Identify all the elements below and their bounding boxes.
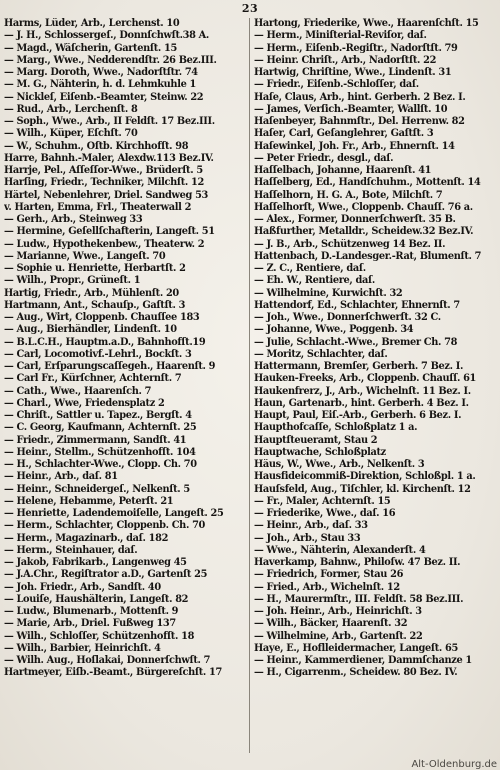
directory-entry: Haſſelbach, Johanne, Haarenſt. 41: [254, 165, 432, 176]
directory-entry: — Joh. Friedr., Arb., Sandſt. 40: [4, 581, 161, 593]
directory-entry: Haßfurther, Metalldr., Scheidew.32 Bez.IV.: [254, 226, 474, 238]
directory-entry: — Carl Fr., Kürſchner, Achternſt. 7: [4, 373, 182, 385]
directory-entry: — Wilhelmine, Kurwichſt. 32: [254, 287, 403, 299]
directory-entry: — Wilh., Schloſſer, Schützenhofſt. 18: [4, 630, 195, 642]
directory-entry: — Cath., Wwe., Haarenſch. 7: [4, 385, 152, 397]
directory-entry: — Hermine, Geſellſchafterin, Langeſt. 51: [4, 226, 215, 238]
directory-entry: Haſſelhorn, H. G. A., Bote, Milchſt. 7: [254, 189, 443, 201]
directory-entry: — Wilh., Barbier, Heinrichſt. 4: [4, 642, 161, 654]
directory-entry: — Joh. Heinr., Arb., Heinrichſt. 3: [254, 606, 422, 617]
directory-entry: Haſenbeyer, Bahnmſtr., Del. Herrenw. 82: [254, 116, 465, 127]
directory-entry: — J. H., Schlossergeſ., Donnſchwſt.38 A.: [4, 30, 209, 42]
directory-entry: — Herm., Eiſenb.-Regiſtr., Nadorſtſt. 79: [254, 42, 458, 54]
directory-entry: — C. Georg, Kaufmann, Achternſt. 25: [4, 422, 197, 434]
directory-entry: — Heinr. Chriſt., Arb., Nadorſtſt. 22: [254, 54, 437, 66]
directory-entry: — Wilh., Bäcker, Haarenſt. 32: [254, 618, 408, 630]
directory-entry: — Herm., Steinhauer, daſ.: [4, 544, 138, 556]
left-column: [4, 18, 247, 680]
directory-entry: — Alex., Former, Donnerſchwerſt. 35 B.: [254, 214, 456, 225]
directory-entry: Haſe, Claus, Arb., hint. Gerberh. 2 Bez. I.: [254, 91, 466, 103]
directory-entry: — Julie, Schlacht.-Wwe., Bremer Ch. 78: [254, 336, 458, 348]
directory-entry: — Heinr., Arb., daſ. 33: [254, 520, 368, 532]
directory-entry: Haſewinkel, Joh. Fr., Arb., Ehnernſt. 14: [254, 140, 455, 152]
directory-entry: Harrje, Pel., Aſſeſſor-Wwe., Brüderſt. 5: [4, 165, 203, 176]
directory-entry: Haupt, Paul, Eiſ.-Arb., Gerberh. 6 Bez. I.: [254, 410, 462, 421]
right-column: [254, 18, 497, 680]
directory-entry: — Friedr., Zimmermann, Sandſt. 41: [4, 434, 187, 446]
directory-entry: — Fr., Maler, Achternſt. 15: [254, 495, 391, 507]
directory-entry: — Joh., Wwe., Donnerſchwerſt. 32 C.: [254, 312, 441, 323]
directory-entry: — Heinr., Schneidergeſ., Nelkenſt. 5: [4, 483, 190, 495]
directory-entry: — Fried., Arb., Wichelnſt. 12: [254, 581, 400, 593]
directory-entry: — Friederike, Wwe., daſ. 16: [254, 508, 396, 519]
directory-entry: Harſing, Friedr., Techniker, Milchſt. 12: [4, 177, 204, 189]
directory-entry: — Gerh., Arb., Steinweg 33: [4, 214, 143, 225]
directory-entry: Haſſelhorſt, Wwe., Cloppenb. Chauſſ. 76 a.: [254, 201, 473, 213]
column-divider: [249, 18, 250, 753]
directory-entry: — Chriſt., Sattler u. Tapez., Bergſt. 4: [4, 410, 192, 421]
directory-entry: — Marg. Doroth, Wwe., Nadorſtſtr. 74: [4, 67, 198, 78]
directory-entry: — Aug., Bierhändler, Lindenſt. 10: [4, 324, 177, 336]
directory-entry: Hauptwache, Schloßplatz: [254, 446, 386, 458]
directory-entry: Haun, Gartenarb., hint. Gerberh. 4 Bez. I.: [254, 397, 469, 409]
directory-entry: — Carl, Erſparungscaſſegeh., Haarenſt. 9: [4, 361, 216, 372]
directory-entry: Hartwig, Chriſtine, Wwe., Lindenſt. 31: [254, 67, 452, 78]
directory-entry: — W., Schuhm., Oſtb. Kirchhofſt. 98: [4, 140, 189, 152]
directory-entry: — Friedr., Eiſenb.-Schloſſer, daſ.: [254, 79, 419, 91]
directory-entry: — Heinr., Kammerdiener, Dammſchanze 1: [254, 655, 472, 666]
directory-entry: — Friedrich, Former, Stau 26: [254, 569, 404, 581]
directory-entry: — Heinr., Stellm., Schützenhofſt. 104: [4, 446, 196, 458]
directory-entry: Hartong, Friederike, Wwe., Haarenſchſt. 15: [254, 18, 479, 29]
directory-entry: — Jakob, Fabrikarb., Langenweg 45: [4, 557, 187, 568]
directory-entry: v. Harten, Emma, Frl., Theaterwall 2: [4, 201, 192, 213]
directory-entry: — J. B., Arb., Schützenweg 14 Bez. II.: [254, 238, 446, 250]
directory-entry: — Marianne, Wwe., Langeſt. 70: [4, 250, 166, 262]
directory-entry: — Johanne, Wwe., Poggenb. 34: [254, 324, 414, 336]
directory-entry: — Eh. W., Rentiere, daſ.: [254, 275, 375, 287]
directory-entry: Härtel, Nebenlehrer, Driel. Sandweg 53: [4, 189, 209, 201]
directory-entry: Hartmann, Ant., Schauſp., Gaſtſt. 3: [4, 299, 186, 311]
directory-entry: — Herm., Schlachter, Cloppenb. Ch. 70: [4, 520, 206, 532]
directory-entry: Hausfideicommiß-Direktion, Schloßpl. 1 a.: [254, 471, 476, 483]
directory-entry: — Ludw., Blumenarb., Mottenſt. 9: [4, 606, 179, 617]
directory-entry: Hartig, Friedr., Arb., Mühlenſt. 20: [4, 287, 179, 299]
directory-entry: — Rud., Arb., Lerchenſt. 8: [4, 103, 138, 115]
directory-entry: — Charl., Wwe, Friedensplatz 2: [4, 397, 165, 409]
directory-entry: — Henriette, Ladendemoiſelle, Langeſt. 25: [4, 508, 224, 519]
directory-entry: Hattendorf, Ed., Schlachter, Ehnernſt. 7: [254, 299, 460, 311]
directory-entry: — Z. C., Rentiere, daſ.: [254, 263, 366, 274]
directory-entry: Hattenbach, D.-Landesger.-Rat, Blumenſt. 7: [254, 250, 482, 262]
directory-entry: — Soph., Wwe., Arb., II Feldſt. 17 Bez.III.: [4, 116, 215, 127]
directory-entry: Hartmeyer, Eiſb.-Beamt., Bürgereſchſt. 17: [4, 667, 222, 679]
directory-entry: — Wilhelmine, Arb., Gartenſt. 22: [254, 630, 423, 642]
directory-entry: Harms, Lüder, Arb., Lerchenst. 10: [4, 18, 180, 29]
directory-entry: Hauken-Freeks, Arb., Cloppenb. Chauſſ. 61: [254, 373, 477, 385]
directory-entry: — Wilh. Aug., Hoſlakai, Donnerſchwſt. 7: [4, 655, 211, 666]
directory-entry: — James, Verſich.-Beamter, Wallſt. 10: [254, 103, 448, 115]
directory-entry: — Ludw., Hypothekenbew., Theaterw. 2: [4, 238, 205, 250]
directory-entry: — Herm., Magazinarb., daſ. 182: [4, 532, 169, 544]
directory-entry: Häus, W., Wwe., Arb., Nelkenſt. 3: [254, 459, 425, 470]
directory-entry: — Herm., Miniſterial-Reviſor, daſ.: [254, 30, 427, 42]
directory-entry: — Peter Friedr., desgl., daſ.: [254, 152, 394, 164]
directory-entry: Haſer, Carl, Geſanglehrer, Gaſtſt. 3: [254, 128, 434, 140]
directory-entry: — Joh., Arb., Stau 33: [254, 532, 361, 544]
directory-entry: Hattermann, Bremſer, Gerberh. 7 Bez. I.: [254, 361, 464, 372]
directory-entry: — Wilh., Küper, Eſchſt. 70: [4, 128, 138, 140]
directory-entry: — Nickleſ, Eiſenb.-Beamter, Steinw. 22: [4, 91, 204, 103]
directory-entry: — H., Schlachter-Wwe., Clopp. Ch. 70: [4, 459, 197, 470]
directory-entry: — H., Cigarrenm., Scheidew. 80 Bez. IV.: [254, 667, 458, 679]
directory-entry: — H., Maurermſtr., III. Feldſt. 58 Bez.III.: [254, 593, 464, 605]
directory-entry: Hauptſteueramt, Stau 2: [254, 434, 378, 446]
directory-entry: — M. G., Nähterin, h. d. Lehmkuhle 1: [4, 79, 196, 91]
directory-entry: — Wwe., Nähterin, Alexanderſt. 4: [254, 544, 426, 556]
directory-entry: — Marie, Arb., Driel. Fußweg 137: [4, 618, 176, 630]
directory-entry: — Marg., Wwe., Nedderendſtr. 26 Bez.III.: [4, 54, 217, 66]
directory-entry: Haverkamp, Bahnw., Philoſw. 47 Bez. II.: [254, 557, 461, 568]
directory-entry: — J.A.Chr., Regiſtrator a.D., Gartenſt 25: [4, 569, 208, 581]
directory-entry: — B.L.C.H., Hauptm.a.D., Bahnhofſt.19: [4, 336, 206, 348]
directory-entry: — Carl, Locomotivf.-Lehrl., Bockſt. 3: [4, 348, 192, 360]
directory-entry: Haſſelberg, Ed., Handſchuhm., Mottenſt. 14: [254, 177, 481, 189]
directory-entry: — Heinr., Arb., daſ. 81: [4, 471, 118, 483]
directory-entry: — Louiſe, Haushälterin, Langeſt. 82: [4, 593, 189, 605]
directory-entry: — Wilh., Propr., Grüneſt. 1: [4, 275, 141, 287]
page-number: 23: [241, 2, 259, 15]
directory-entry: Harre, Bahnh.-Maler, Alexdw.113 Bez.IV.: [4, 152, 214, 164]
directory-entry: — Magd., Wäſcherin, Gartenſt. 15: [4, 42, 177, 54]
directory-entry: Haye, E., Hoflleidermacher, Langeſt. 65: [254, 642, 458, 654]
directory-entry: — Moritz, Schlachter, daſ.: [254, 348, 388, 360]
directory-entry: — Aug., Wirt, Cloppenb. Chauſſee 183: [4, 312, 200, 323]
directory-entry: Haukenfrerz, J., Arb., Wichelnſt. 11 Bez. I.: [254, 385, 471, 397]
directory-entry: Hauſsfeld, Aug., Tiſchler, kl. Kirchenſt. 12: [254, 483, 471, 495]
directory-entry: — Sophie u. Henriette, Herbartſt. 2: [4, 263, 186, 274]
directory-entry: Haupthofcaſſe, Schloßplatz 1 a.: [254, 422, 418, 434]
directory-entry: — Helene, Hebamme, Peterſt. 21: [4, 495, 174, 507]
watermark: Alt-Oldenburg.de: [411, 759, 497, 770]
